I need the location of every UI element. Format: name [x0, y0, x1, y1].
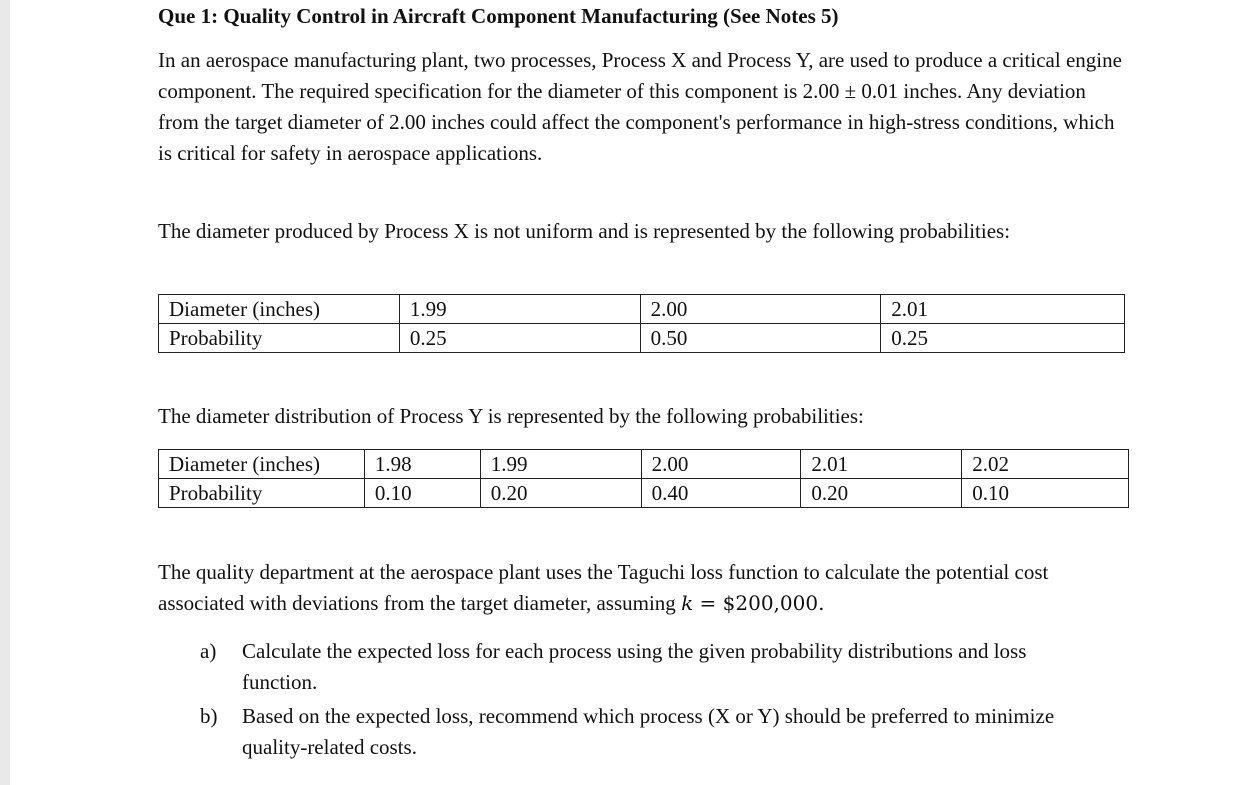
row-label-diameter: Diameter (inches): [159, 450, 365, 479]
table-row: [159, 295, 1125, 324]
diameter-cell: 1.99: [480, 450, 641, 479]
question-marker: b): [200, 704, 218, 728]
question-text: Calculate the expected loss for each process using the given probability distributions and loss function.: [242, 639, 1027, 694]
table-row: [159, 324, 1125, 353]
diameter-cell: 1.98: [364, 450, 480, 479]
diameter-cell: 1.99: [399, 295, 640, 324]
question-title: Que 1: Quality Control in Aircraft Component Manufacturing (See Notes 5): [158, 4, 839, 28]
probability-cell: 0.50: [640, 324, 881, 353]
probability-cell: 0.25: [399, 324, 640, 353]
table-row: [159, 450, 1129, 479]
process-y-table: [158, 449, 1129, 508]
question-text: Based on the expected loss, recommend which process (X or Y) should be preferred to minimize quality-related costs.: [242, 704, 1055, 759]
row-label-probability: Probability: [159, 324, 400, 353]
taguchi-text: The quality department at the aerospace plant uses the Taguchi loss function to calculate the potential cost associated with deviations from the target diameter, assuming: [158, 560, 1049, 615]
probability-cell: 0.20: [801, 479, 962, 508]
probability-cell: 0.25: [881, 324, 1125, 353]
row-label-diameter: Diameter (inches): [159, 295, 400, 324]
diameter-cell: 2.01: [801, 450, 962, 479]
process-x-intro: The diameter produced by Process X is not uniform and is represented by the following probabilities:: [158, 219, 1011, 243]
probability-cell: 0.10: [364, 479, 480, 508]
taguchi-paragraph: [158, 557, 1128, 619]
list-item: [200, 636, 1100, 698]
process-x-table: [158, 294, 1125, 353]
document-page: [10, 0, 1245, 785]
table-row: [159, 479, 1129, 508]
probability-cell: 0.20: [480, 479, 641, 508]
question-marker: a): [200, 639, 217, 663]
list-item: [200, 701, 1100, 763]
diameter-cell: 2.01: [881, 295, 1125, 324]
k-value: = $200,000.: [693, 591, 825, 615]
process-y-intro: The diameter distribution of Process Y is represented by the following probabilities:: [158, 404, 864, 428]
diameter-cell: 2.02: [962, 450, 1129, 479]
probability-cell: 0.10: [962, 479, 1129, 508]
diameter-cell: 2.00: [640, 295, 881, 324]
diameter-cell: 2.00: [641, 450, 801, 479]
row-label-probability: Probability: [159, 479, 365, 508]
intro-paragraph: In an aerospace manufacturing plant, two processes, Process X and Process Y, are used to produce a critical engine component. The required specification for the diameter of this component is 2.00 ± 0.01 inches. Any deviation from the target diameter of 2.00 inches could affect the component's performance in high-stress conditions, which is critical for safety in aerospace applications.: [158, 48, 1122, 165]
probability-cell: 0.40: [641, 479, 801, 508]
k-symbol: k: [681, 591, 694, 615]
question-list: [200, 636, 1100, 766]
